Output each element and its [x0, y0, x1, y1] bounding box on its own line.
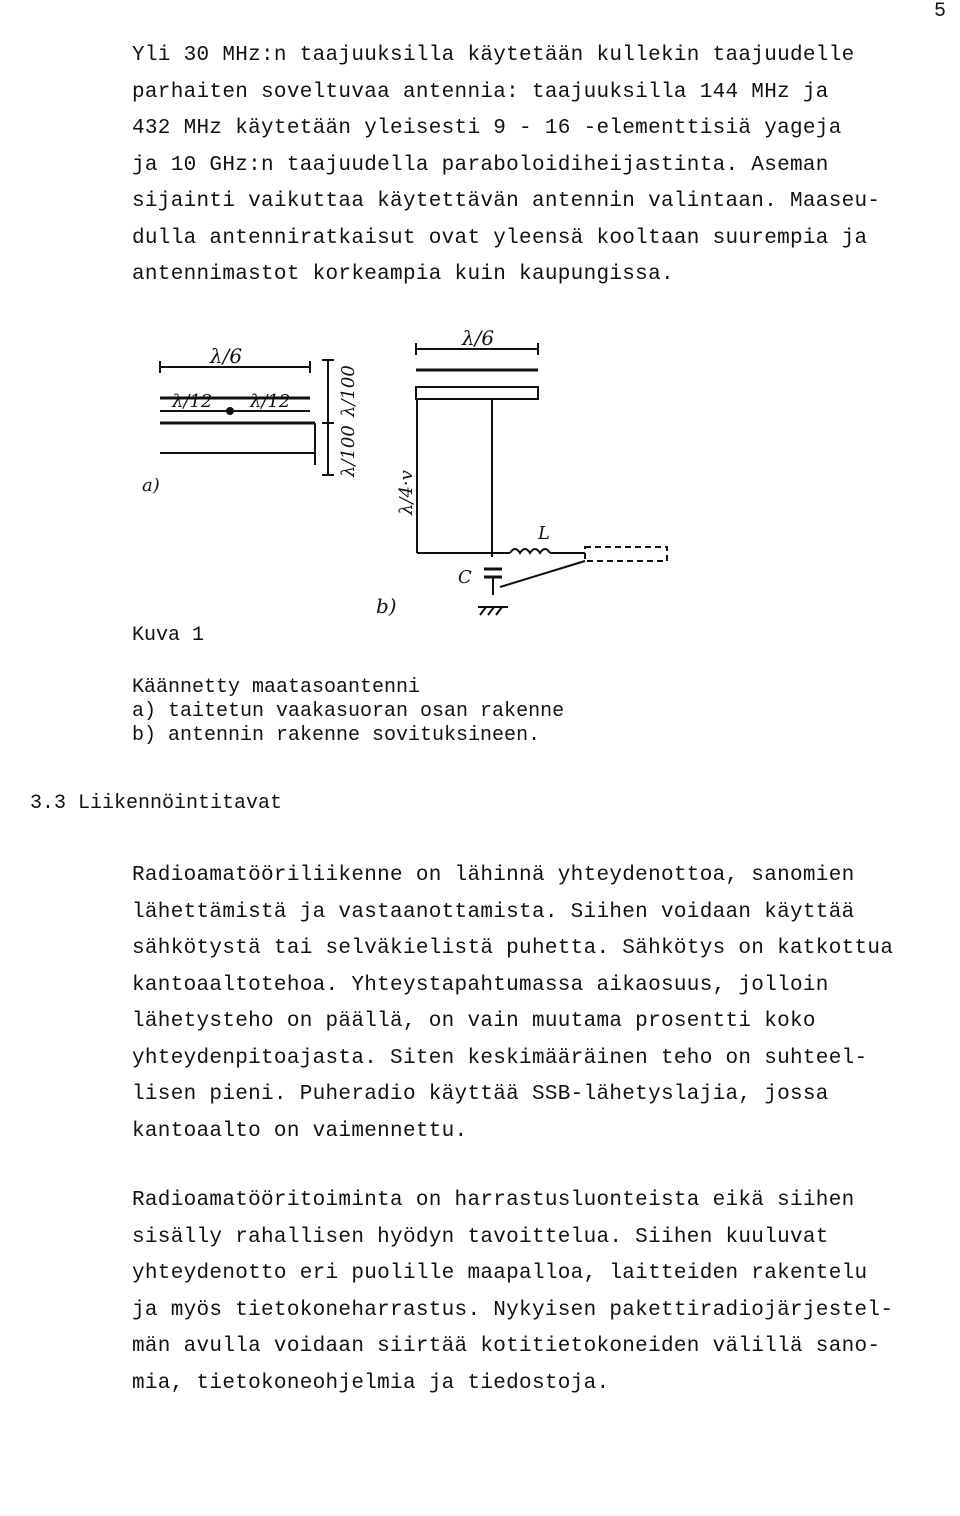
dim-label-lambda-6-a: λ/6	[210, 344, 243, 368]
label-b: b)	[376, 594, 397, 618]
caption-line: Käännetty maatasoantenni	[132, 676, 421, 699]
section-paragraph-1	[132, 858, 958, 1150]
figure-caption	[132, 676, 564, 748]
dim-label-lambda-6-b: λ/6	[462, 326, 495, 350]
coil-L	[510, 549, 550, 553]
section-heading: 3.3 Liikennöintitavat	[30, 792, 283, 815]
figure-label: Kuva 1	[132, 624, 205, 647]
text-line: yhteydenpitoajasta. Siten keskimääräinen teho on suhteel-	[132, 1046, 868, 1070]
text-line: Yli 30 MHz:n taajuuksilla käytetään kullekin taajuudelle	[132, 44, 855, 67]
dim-label-lambda-4v: λ/4·v	[396, 470, 417, 515]
dim-label-lambda-12-right: λ/12	[250, 391, 291, 412]
intro-paragraph	[132, 38, 958, 294]
junction-dot	[227, 408, 233, 414]
text-line: sisälly rahallisen hyödyn tavoittelua. Siihen kuuluvat	[132, 1225, 829, 1249]
text-line: yhteydenotto eri puolille maapalloa, laitteiden rakentelu	[132, 1262, 868, 1285]
diagram-a	[142, 344, 359, 496]
text-line: sähkötystä tai selväkielistä puhetta. Sähkötys on katkottua	[132, 937, 894, 960]
label-a: a)	[142, 475, 160, 496]
text-line: kantoaaltotehoa. Yhteystapahtumassa aikaosuus, jolloin	[132, 973, 829, 997]
text-line: lähettämistä ja vastaanottamista. Siihen voidaan käyttää	[132, 900, 855, 924]
section-paragraph-2	[132, 1183, 958, 1402]
label-L: L	[538, 523, 550, 544]
ground-hatch	[496, 607, 502, 615]
text-line: lähetysteho on päällä, on vain muutama prosentti koko	[132, 1010, 816, 1033]
text-line: Radioamatööritoiminta on harrastusluonteista eikä siihen	[132, 1189, 855, 1212]
text-line: 432 MHz käytetään yleisesti 9 - 16 -elementtisiä yageja	[132, 117, 842, 140]
text-line: antennimastot korkeampia kuin kaupungissa.	[132, 263, 674, 286]
text-line: ja 10 GHz:n taajuudella paraboloidiheijastinta. Aseman	[132, 153, 829, 177]
label-C: C	[458, 567, 472, 588]
text-line: män avulla voidaan siirtää kotitietokoneiden välillä sano-	[132, 1335, 881, 1358]
dim-label-lambda-100-top: λ/100	[338, 365, 359, 417]
text-line: kantoaalto on vaimennettu.	[132, 1119, 468, 1143]
text-line: lisen pieni. Puheradio käyttää SSB-lähetyslajia, jossa	[132, 1083, 829, 1106]
dim-label-lambda-12-left: λ/12	[172, 391, 213, 412]
text-line: dulla antenniratkaisut ovat yleensä kooltaan suurempia ja	[132, 226, 868, 250]
ground-hatch	[488, 607, 494, 615]
ground-hatch	[480, 607, 486, 615]
text-line: ja myös tietokoneharrastus. Nykyisen pakettiradiojärjestel-	[132, 1298, 894, 1322]
text-line: mia, tietokoneohjelmia ja tiedostoja.	[132, 1371, 610, 1395]
page-number: 5	[933, 0, 946, 23]
dim-label-lambda-100-bottom: λ/100	[338, 425, 359, 477]
diagram-b	[376, 326, 667, 618]
text-line: sijainti vaikuttaa käytettävän antennin valintaan. Maaseu-	[132, 190, 881, 213]
caption-line: b) antennin rakenne sovituksineen.	[132, 724, 541, 747]
caption-line: a) taitetun vaakasuoran osan rakenne	[132, 700, 565, 723]
coax-shield	[500, 561, 585, 587]
coax-cable	[585, 547, 667, 561]
text-line: parhaiten soveltuvaa antennia: taajuuksilla 144 MHz ja	[132, 80, 829, 104]
antenna-figure	[140, 325, 700, 625]
element-body-b	[416, 387, 538, 399]
text-line: Radioamatööriliikenne on lähinnä yhteydenottoa, sanomien	[132, 864, 855, 887]
antenna-diagram	[140, 325, 700, 625]
